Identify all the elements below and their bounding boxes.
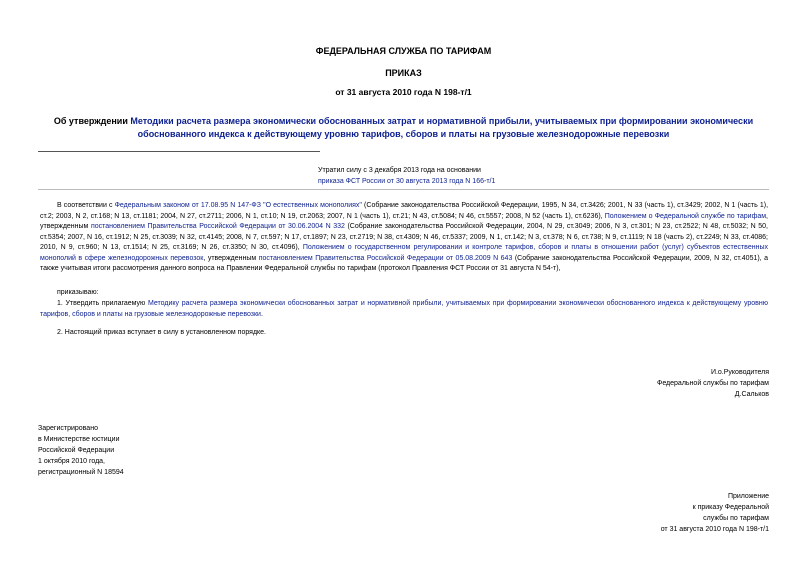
signature-organization: Федеральной службы по тарифам: [657, 380, 769, 387]
subject-prefix: Об утверждении: [53, 116, 131, 126]
document-subject: [40, 115, 767, 141]
registration-line-1: Зарегистрировано: [38, 425, 98, 432]
government-resolution-643-link[interactable]: постановлением Правительства Российской Федерации от 05.08.2009 N 643: [258, 254, 513, 262]
signature-block: [657, 367, 769, 400]
document-type: ПРИКАЗ: [385, 68, 422, 78]
appendix-ref-date: от 31 августа 2010 года N 198-т/1: [660, 526, 769, 533]
repeal-order-link[interactable]: приказа ФСТ России от 30 августа 2013 года N 166-т/1: [318, 178, 496, 185]
order-word: приказываю:: [57, 289, 99, 296]
signature-name: Д.Сальков: [734, 391, 769, 398]
appendix-ref-1: к приказу Федеральной: [692, 504, 769, 511]
order-item-2: 2. Настоящий приказ вступает в силу в установленном порядке.: [57, 329, 267, 336]
railway-tariff-regulation-link[interactable]: Положением о государственном регулировании и контроле тарифов, сборов и платы в отношении работ (услуг) субъектов естественных монополий в сфере железнодорожных перевозок: [40, 244, 768, 262]
government-resolution-332-link[interactable]: постановлением Правительства Российской Федерации от 30.06.2004 N 332: [90, 223, 345, 230]
registration-date: 1 октября 2010 года,: [38, 458, 106, 465]
preamble-text-6: (Собрание законодательства Российской Федерации, 2009, N 32, ст.4051), а также учитывая итоги рассмотрения данного вопроса на Правлении Федеральной службы по тарифам (протокол Правления ФСТ России от 31 августа N 54-т),: [40, 254, 769, 272]
preamble-text-2: (Собрание законодательства Российской Федерации, 1995, N 34, ст.3426; 2001, N 33 (часть 1), ст.3429; 2002, N 1 (часть 1), ст.2; 2003, N 2, ст.168; N 13, ст.1181; 2004, N 27, ст.2711; 2006, N 1, ст.10; N 19, ст.2063; 2007, N 1 (часть 1), ст.21; N 43, ст.5084; N 46, ст.5557; 2008, N 52 (часть 1), ст.6236),: [40, 202, 769, 220]
divider-full: [38, 189, 769, 190]
preamble-text-1: В соответствии с: [57, 202, 115, 209]
preamble-text-3: , утвержденным: [40, 212, 768, 230]
document-date-number: от 31 августа 2010 года N 198-т/1: [335, 87, 472, 97]
order-item-1: [40, 299, 768, 320]
order-item-1-text: 1. Утвердить прилагаемую: [57, 300, 148, 307]
signature-position: И.о.Руководителя: [710, 369, 769, 376]
repeal-status: [318, 165, 495, 187]
federal-law-link[interactable]: Федеральным законом от 17.08.95 N 147-ФЗ "О естественных монополиях": [114, 202, 362, 209]
subject-methodology-link[interactable]: Методики расчета размера экономически обоснованных затрат и нормативной прибыли, учитываемых при формировании экономически обоснованного индекса к действующему уровню тарифов, сборов и платы на грузовые железнодорожные перевозки: [130, 116, 754, 139]
preamble-text-4: (Собрание законодательства Российской Федерации, 2004, N 29, ст.3049; 2006, N 3, ст.301; N 23, ст.2522; N 48, ст.5032; N 50, ст.5354; 2007, N 16, ст.1912; N 25, ст.3039; N 32, ст.4145; 2008, N 7, ст.597; N 17, ст.1897; N 23, ст.2719; N 38, ст.4309; N 46, ст.5337; 2009, N 1, ст.142; N 3, ст.378; N 6, ст.738; N 9, ст.1119; N 18 (часть 2), ст.2249; N 33, ст.4086; 2010, N 9, ст.960; N 13, ст.1514; N 25, ст.3169; N 26, ст.3350; N 30, ст.4096),: [40, 223, 769, 251]
registration-number: регистрационный N 18594: [38, 469, 124, 476]
appendix-header: [661, 491, 769, 535]
registration-line-2: в Министерстве юстиции: [38, 436, 120, 443]
registration-block: [38, 423, 124, 478]
divider-short: [38, 151, 320, 152]
preamble-paragraph: [40, 201, 768, 275]
preamble-text-5: , утвержденным: [203, 254, 259, 262]
appendix-title: Приложение: [727, 493, 769, 500]
approved-methodology-link[interactable]: Методику расчета размера экономически обоснованных затрат и нормативной прибыли, учитываемых при формировании экономически обоснованного индекса к действующему уровню тарифов, сборов и платы на грузовые железнодорожные перевозки: [40, 300, 769, 318]
registration-line-3: Российской Федерации: [38, 447, 115, 454]
repeal-status-text: Утратил силу с 3 декабря 2013 года на основании: [318, 167, 481, 174]
appendix-ref-2: службы по тарифам: [703, 515, 769, 522]
agency-title: ФЕДЕРАЛЬНАЯ СЛУЖБА ПО ТАРИФАМ: [315, 46, 492, 56]
fst-regulation-link[interactable]: Положением о Федеральной службе по тарифам: [604, 212, 767, 220]
order-item-1-end: .: [260, 310, 263, 318]
